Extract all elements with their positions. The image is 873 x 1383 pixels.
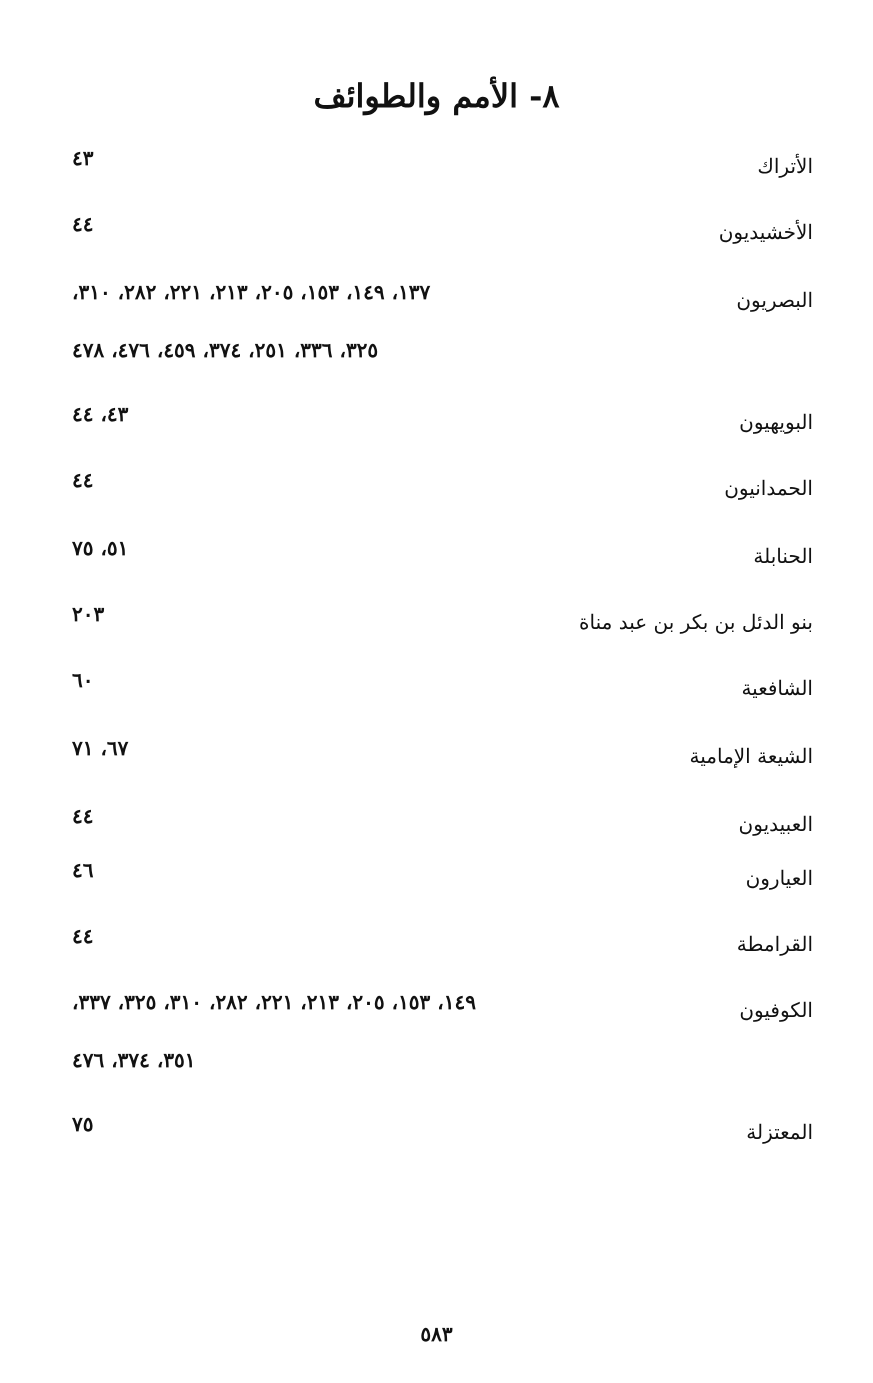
entry-pages-continued: ٣٥١، ٣٧٤، ٤٧٦	[72, 1048, 196, 1072]
entry-term: الكوفيون	[739, 998, 813, 1022]
entry-term: الشافعية	[741, 676, 813, 700]
index-entry	[0, 214, 873, 254]
entry-pages: ٤٤	[72, 924, 94, 948]
entry-term: البويهيون	[739, 410, 813, 434]
entry-term: القرامطة	[736, 932, 813, 956]
page-number: ٥٨٣	[420, 1322, 453, 1346]
entry-term: العيارون	[745, 866, 813, 890]
entry-term: بنو الدئل بن بكر بن عبد مناة	[579, 610, 813, 634]
index-entry	[0, 738, 873, 778]
entry-pages: ٥١، ٧٥	[72, 536, 129, 560]
index-entry	[0, 1114, 873, 1154]
index-entry	[0, 148, 873, 188]
entry-pages: ٧٥	[72, 1112, 94, 1136]
index-entry	[0, 404, 873, 444]
index-entry	[0, 926, 873, 966]
entry-pages: ٤٤	[72, 212, 94, 236]
index-entry	[0, 860, 873, 900]
entry-term: العبيديون	[738, 812, 813, 836]
entry-term: الحنابلة	[753, 544, 813, 568]
index-entry	[0, 604, 873, 644]
entry-pages: ٤٣	[72, 146, 94, 170]
entry-pages: ١٣٧، ١٤٩، ١٥٣، ٢٠٥، ٢١٣، ٢٢١، ٢٨٢، ٣١٠،	[72, 280, 431, 304]
index-entry	[0, 990, 873, 1072]
entry-pages: ١٤٩، ١٥٣، ٢٠٥، ٢١٣، ٢٢١، ٢٨٢، ٣١٠، ٣٢٥، ٣٣٧،	[72, 990, 476, 1014]
index-entry	[0, 280, 873, 362]
entry-term: الأخشيديون	[718, 220, 813, 244]
entry-term: الحمدانيون	[724, 476, 813, 500]
entry-pages: ٢٠٣	[72, 602, 105, 626]
entry-pages: ٤٤	[72, 804, 94, 828]
entry-pages: ٦٧، ٧١	[72, 736, 129, 760]
index-entry	[0, 470, 873, 510]
entry-pages: ٤٦	[72, 858, 94, 882]
entry-pages: ٤٤	[72, 468, 94, 492]
entry-term: البصريون	[736, 288, 813, 312]
entry-pages: ٤٣، ٤٤	[72, 402, 129, 426]
entry-pages: ٦٠	[72, 668, 94, 692]
entry-term: الأتراك	[757, 154, 813, 178]
index-entry	[0, 670, 873, 710]
index-entry	[0, 806, 873, 846]
entry-term: المعتزلة	[746, 1120, 813, 1144]
section-title: ٨- الأمم والطوائف	[313, 77, 560, 115]
index-entry	[0, 538, 873, 578]
entry-term: الشيعة الإمامية	[689, 744, 813, 768]
entry-pages-continued: ٣٢٥، ٣٣٦، ٢٥١، ٣٧٤، ٤٥٩، ٤٧٦، ٤٧٨	[72, 338, 379, 362]
